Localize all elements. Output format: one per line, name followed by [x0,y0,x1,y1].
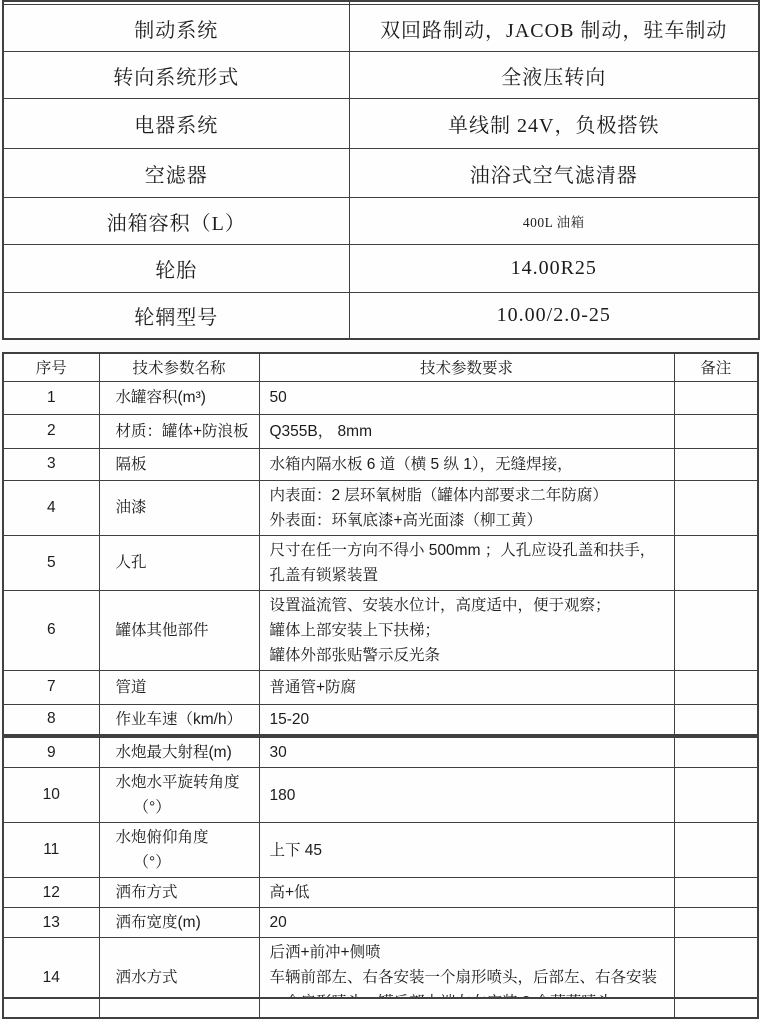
param-req [259,590,674,670]
param-table-section-1 [2,352,759,736]
spec-value: 油浴式空气滤清器 [349,149,759,198]
param-row [3,448,758,480]
param-remark [674,414,758,448]
param-no: 13 [3,908,99,938]
param-req [259,737,674,768]
param-req [259,998,674,1018]
spec-row [3,293,759,339]
text-line: 洒布方式 [115,884,178,901]
param-remark [674,878,758,908]
param-name [99,768,259,823]
spec-row [3,198,759,245]
text-line: 后洒+前冲+侧喷 [269,944,381,961]
param-name [99,535,259,590]
text-line: 罐体其他部件 [115,621,209,639]
param-no: 5 [3,535,99,590]
text-line: 180 [269,786,296,804]
spec-label: 油箱容积（L） [3,198,349,245]
param-remark [674,590,758,670]
param-row [3,704,758,735]
text-line: 水箱内隔水板 6 道（横 5 纵 1），无缝焊接， [269,455,573,473]
spec-value: 双回路制动，JACOB 制动，驻车制动 [349,5,759,52]
vehicle-spec-table [2,0,760,340]
param-no: 12 [3,878,99,908]
spec-label: 电器系统 [3,99,349,149]
param-req [259,535,674,590]
text-line: 孔盖有锁紧装置 [269,566,379,584]
text-line: 上下 45 [269,841,323,859]
text-line: 管道 [115,678,147,696]
text-line: 30 [269,744,287,761]
text-line: 水炮水平旋转角度 [115,774,240,791]
param-header-row [3,353,758,381]
param-name [99,414,259,448]
param-name [99,878,259,908]
param-req [259,480,674,535]
spec-value: 全液压转向 [349,52,759,99]
text-line: 50 [269,389,287,406]
param-no: 10 [3,768,99,823]
spec-label: 轮辋型号 [3,293,349,339]
param-req [259,381,674,414]
param-remark [674,998,758,1018]
param-req [259,768,674,823]
param-remark [674,768,758,823]
param-name [99,704,259,735]
param-row [3,414,758,448]
spec-label: 轮胎 [3,245,349,293]
param-table-section-3-cutoff [2,997,759,1019]
param-header-no: 序号 [3,353,99,381]
spec-value: 10.00/2.0-25 [349,293,759,339]
spec-value: 单线制 24V，负极搭铁 [349,99,759,149]
param-no: 9 [3,737,99,768]
param-name [99,590,259,670]
spec-label: 制动系统 [3,5,349,52]
param-no: 6 [3,590,99,670]
text-line: 设置溢流管、安装水位计，高度适中，便于观察； [269,596,611,614]
param-req [259,908,674,938]
param-remark [674,737,758,768]
spec-label: 空滤器 [3,149,349,198]
text-line: 普通管+防腐 [269,678,357,696]
spec-row [3,245,759,293]
param-table-section-2 [2,736,759,1019]
text-line: 内表面：2 层环氧树脂（罐体内部要求二年防腐） [269,486,608,504]
param-remark [674,908,758,938]
param-req [259,823,674,878]
text-line: 水罐容积(m³) [115,389,206,406]
param-name [99,448,259,480]
param-remark [674,381,758,414]
text-line: 罐体外部张贴警示反光条 [269,646,441,664]
param-remark [674,823,758,878]
param-remark [674,670,758,704]
param-no: 7 [3,670,99,704]
param-name [99,737,259,768]
cutoff-row-bottom [3,998,758,1018]
param-no: 4 [3,480,99,535]
param-header-name: 技术参数名称 [99,353,259,381]
text-line: 人孔 [115,554,147,571]
param-no: 11 [3,823,99,878]
spec-value: 14.00R25 [349,245,759,293]
text-line: 尺寸在任一方向不得小 500mm ；人孔应设孔盖和扶手， [269,541,656,559]
text-line: （°） [133,799,171,816]
param-name [99,908,259,938]
param-row [3,737,758,768]
param-row [3,480,758,535]
text-line: 洒水方式 [115,969,178,986]
param-row [3,381,758,414]
param-row [3,535,758,590]
text-line: 油漆 [115,499,147,516]
text-line: 外表面：环氧底漆+高光面漆（柳工黄） [269,511,543,529]
text-line: 15-20 [269,710,310,728]
text-line: （°） [133,854,171,871]
text-line: 材质：罐体+防浪板 [115,422,249,440]
param-remark [674,535,758,590]
param-name [99,670,259,704]
param-req [259,670,674,704]
param-no: 3 [3,448,99,480]
param-row [3,768,758,823]
text-line: 高+低 [269,884,310,901]
text-line: 车辆前部左、右各安装一个扇形喷头，后部左、右各安装 [269,969,658,986]
text-line: 水炮俯仰角度 [115,829,209,846]
text-line: 洒布宽度(m) [115,914,201,931]
spec-label: 转向系统形式 [3,52,349,99]
param-name [99,480,259,535]
text-line: Q355B， 8mm [269,422,373,440]
spec-row [3,99,759,149]
param-no: 8 [3,704,99,735]
param-name [99,998,259,1018]
param-no: 1 [3,381,99,414]
param-req [259,878,674,908]
param-row [3,590,758,670]
text-line: 作业车速（km/h） [115,710,243,728]
param-row [3,908,758,938]
spec-row [3,52,759,99]
param-remark [674,448,758,480]
text-line: 水炮最大射程(m) [115,744,232,761]
param-row [3,670,758,704]
param-no: 2 [3,414,99,448]
param-req [259,704,674,735]
param-remark [674,704,758,735]
text-line: 20 [269,914,287,931]
param-header-remark: 备注 [674,353,758,381]
param-row [3,823,758,878]
spec-row [3,149,759,198]
param-remark [674,480,758,535]
spec-row [3,5,759,52]
param-no [3,998,99,1018]
param-req [259,414,674,448]
param-row [3,878,758,908]
param-name [99,823,259,878]
text-line: 隔板 [115,455,147,473]
param-header-requirement: 技术参数要求 [259,353,674,381]
param-req [259,448,674,480]
text-line: 罐体上部安装上下扶梯； [269,621,441,639]
param-no: 14 [3,938,99,1019]
param-name [99,381,259,414]
spec-value: 400L 油箱 [349,198,759,245]
